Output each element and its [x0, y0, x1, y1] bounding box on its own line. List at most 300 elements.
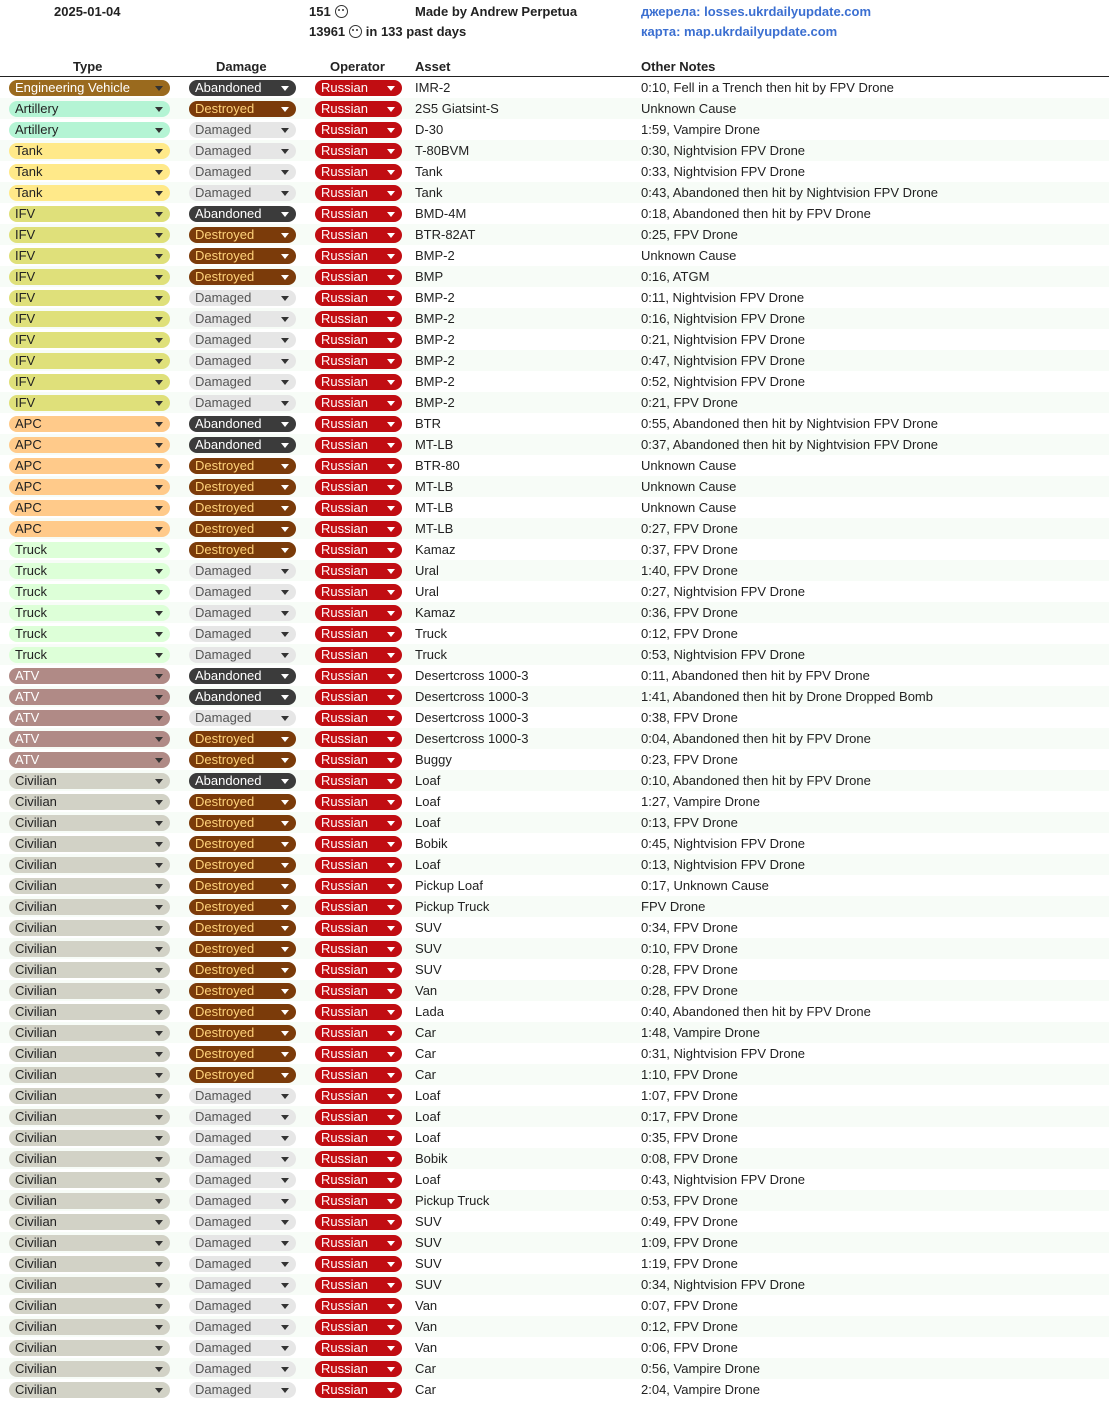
type-dropdown[interactable]: [9, 1277, 170, 1293]
damage-dropdown-label: Damaged: [195, 311, 252, 326]
damage-dropdown[interactable]: [189, 1067, 296, 1083]
operator-dropdown-label: Russian: [321, 584, 368, 599]
damage-dropdown[interactable]: [189, 1319, 296, 1335]
chevron-down-icon: [387, 611, 395, 616]
operator-dropdown[interactable]: [315, 206, 402, 222]
notes-cell: 0:12, FPV Drone: [641, 1319, 738, 1334]
type-dropdown[interactable]: [9, 521, 170, 537]
type-dropdown-label: IFV: [15, 332, 36, 347]
operator-dropdown[interactable]: [315, 227, 402, 243]
type-dropdown[interactable]: [9, 1172, 170, 1188]
type-dropdown-label: Civilian: [15, 941, 57, 956]
operator-dropdown[interactable]: [315, 1340, 402, 1356]
sources-link[interactable]: джерела: losses.ukrdailyupdate.com: [641, 4, 872, 19]
chevron-down-icon: [155, 275, 163, 280]
type-dropdown[interactable]: [9, 941, 170, 957]
operator-dropdown[interactable]: [315, 122, 402, 138]
damage-dropdown[interactable]: [189, 1004, 296, 1020]
damage-dropdown[interactable]: [189, 1088, 296, 1104]
operator-dropdown[interactable]: [315, 1319, 402, 1335]
damage-dropdown[interactable]: [189, 1298, 296, 1314]
damage-dropdown[interactable]: [189, 332, 296, 348]
table-row: [0, 665, 1109, 686]
table-row: [0, 77, 1109, 98]
type-dropdown[interactable]: [9, 185, 170, 201]
operator-dropdown[interactable]: [315, 773, 402, 789]
type-dropdown[interactable]: [9, 815, 170, 831]
chevron-down-icon: [281, 191, 289, 196]
type-dropdown[interactable]: [9, 227, 170, 243]
type-dropdown-label: Civilian: [15, 1361, 57, 1376]
chevron-down-icon: [155, 842, 163, 847]
type-dropdown[interactable]: [9, 773, 170, 789]
damage-dropdown[interactable]: [189, 479, 296, 495]
type-dropdown[interactable]: [9, 1382, 170, 1398]
chevron-down-icon: [387, 1010, 395, 1015]
operator-dropdown-label: Russian: [321, 815, 368, 830]
operator-dropdown[interactable]: [315, 941, 402, 957]
operator-dropdown[interactable]: [315, 353, 402, 369]
damage-dropdown-label: Damaged: [195, 1172, 252, 1187]
damage-dropdown[interactable]: [189, 668, 296, 684]
type-dropdown[interactable]: [9, 584, 170, 600]
type-dropdown[interactable]: [9, 920, 170, 936]
notes-cell: 0:52, Nightvision FPV Drone: [641, 374, 806, 389]
chevron-down-icon: [155, 569, 163, 574]
table-row: [0, 329, 1109, 350]
operator-dropdown[interactable]: [315, 500, 402, 516]
damage-dropdown[interactable]: [189, 1151, 296, 1167]
damage-dropdown[interactable]: [189, 101, 296, 117]
operator-dropdown[interactable]: [315, 143, 402, 159]
type-dropdown-label: APC: [15, 437, 42, 452]
damage-dropdown-label: Damaged: [195, 122, 252, 137]
chevron-down-icon: [387, 569, 395, 574]
type-dropdown[interactable]: [9, 857, 170, 873]
damage-dropdown-label: Damaged: [195, 1298, 252, 1313]
type-dropdown[interactable]: [9, 1256, 170, 1272]
type-dropdown[interactable]: [9, 731, 170, 747]
asset-cell: BMP-2: [415, 248, 455, 263]
operator-dropdown[interactable]: [315, 794, 402, 810]
chevron-down-icon: [387, 107, 395, 112]
operator-dropdown[interactable]: [315, 857, 402, 873]
type-dropdown[interactable]: [9, 542, 170, 558]
damage-dropdown[interactable]: [189, 500, 296, 516]
type-dropdown[interactable]: [9, 794, 170, 810]
damage-dropdown[interactable]: [189, 458, 296, 474]
operator-dropdown[interactable]: [315, 647, 402, 663]
asset-cell: Van: [415, 983, 438, 998]
operator-dropdown[interactable]: [315, 248, 402, 264]
operator-dropdown[interactable]: [315, 332, 402, 348]
operator-dropdown[interactable]: [315, 1067, 402, 1083]
table-row: [0, 1043, 1109, 1064]
type-dropdown[interactable]: [9, 1151, 170, 1167]
type-dropdown[interactable]: [9, 500, 170, 516]
type-dropdown[interactable]: [9, 269, 170, 285]
operator-dropdown[interactable]: [315, 1004, 402, 1020]
operator-dropdown-label: Russian: [321, 710, 368, 725]
notes-cell: 1:09, FPV Drone: [641, 1235, 738, 1250]
chevron-down-icon: [387, 1346, 395, 1351]
table-row: [0, 1337, 1109, 1358]
operator-dropdown[interactable]: [315, 458, 402, 474]
operator-dropdown[interactable]: [315, 1298, 402, 1314]
type-dropdown[interactable]: [9, 332, 170, 348]
operator-dropdown[interactable]: [315, 605, 402, 621]
chevron-down-icon: [281, 422, 289, 427]
map-link[interactable]: карта: map.ukrdailyupdate.com: [641, 24, 838, 39]
asset-cell: Car: [415, 1382, 436, 1397]
damage-dropdown[interactable]: [189, 731, 296, 747]
operator-dropdown[interactable]: [315, 101, 402, 117]
operator-dropdown-label: Russian: [321, 941, 368, 956]
damage-dropdown[interactable]: [189, 185, 296, 201]
damage-dropdown[interactable]: [189, 836, 296, 852]
damage-dropdown[interactable]: [189, 248, 296, 264]
operator-dropdown[interactable]: [315, 1361, 402, 1377]
total-count-value: 13961: [309, 24, 346, 39]
chevron-down-icon: [387, 1241, 395, 1246]
operator-dropdown[interactable]: [315, 521, 402, 537]
damage-dropdown[interactable]: [189, 1130, 296, 1146]
chevron-down-icon: [387, 1199, 395, 1204]
operator-dropdown-label: Russian: [321, 836, 368, 851]
type-dropdown-label: APC: [15, 479, 42, 494]
notes-cell: 0:37, Abandoned then hit by Nightvision FPV Drone: [641, 437, 939, 452]
type-dropdown[interactable]: [9, 206, 170, 222]
damage-dropdown[interactable]: [189, 710, 296, 726]
type-dropdown[interactable]: [9, 1298, 170, 1314]
notes-cell: 0:13, FPV Drone: [641, 815, 738, 830]
asset-cell: Pickup Truck: [415, 899, 490, 914]
type-dropdown[interactable]: [9, 1340, 170, 1356]
chevron-down-icon: [155, 317, 163, 322]
operator-dropdown[interactable]: [315, 689, 402, 705]
type-dropdown[interactable]: [9, 626, 170, 642]
damage-dropdown[interactable]: [189, 353, 296, 369]
type-dropdown[interactable]: [9, 479, 170, 495]
chevron-down-icon: [281, 1283, 289, 1288]
operator-dropdown[interactable]: [315, 1193, 402, 1209]
operator-dropdown-label: Russian: [321, 1340, 368, 1355]
type-dropdown[interactable]: [9, 1130, 170, 1146]
operator-dropdown[interactable]: [315, 1214, 402, 1230]
chevron-down-icon: [387, 926, 395, 931]
chevron-down-icon: [281, 863, 289, 868]
asset-cell: Pickup Truck: [415, 1193, 490, 1208]
operator-dropdown[interactable]: [315, 668, 402, 684]
operator-dropdown[interactable]: [315, 878, 402, 894]
damage-dropdown[interactable]: [189, 416, 296, 432]
operator-dropdown[interactable]: [315, 1151, 402, 1167]
chevron-down-icon: [281, 1094, 289, 1099]
damage-dropdown-label: Damaged: [195, 185, 252, 200]
operator-dropdown[interactable]: [315, 836, 402, 852]
table-row: [0, 224, 1109, 245]
table-row: [0, 98, 1109, 119]
operator-dropdown-label: Russian: [321, 143, 368, 158]
chevron-down-icon: [281, 800, 289, 805]
type-dropdown[interactable]: [9, 1046, 170, 1062]
type-dropdown[interactable]: [9, 605, 170, 621]
damage-dropdown[interactable]: [189, 899, 296, 915]
damage-dropdown[interactable]: [189, 815, 296, 831]
damage-dropdown[interactable]: [189, 1382, 296, 1398]
operator-dropdown[interactable]: [315, 1046, 402, 1062]
damage-dropdown[interactable]: [189, 962, 296, 978]
operator-dropdown[interactable]: [315, 1109, 402, 1125]
operator-dropdown[interactable]: [315, 395, 402, 411]
type-dropdown[interactable]: [9, 437, 170, 453]
chevron-down-icon: [155, 800, 163, 805]
damage-dropdown[interactable]: [189, 1046, 296, 1062]
damage-dropdown[interactable]: [189, 1277, 296, 1293]
type-dropdown[interactable]: [9, 647, 170, 663]
type-dropdown[interactable]: [9, 563, 170, 579]
type-dropdown[interactable]: [9, 458, 170, 474]
operator-dropdown-label: Russian: [321, 290, 368, 305]
damage-dropdown[interactable]: [189, 626, 296, 642]
operator-dropdown[interactable]: [315, 1382, 402, 1398]
type-dropdown[interactable]: [9, 164, 170, 180]
operator-dropdown[interactable]: [315, 1088, 402, 1104]
damage-dropdown[interactable]: [189, 941, 296, 957]
damage-dropdown[interactable]: [189, 1193, 296, 1209]
operator-dropdown[interactable]: [315, 479, 402, 495]
chevron-down-icon: [281, 779, 289, 784]
operator-dropdown-label: Russian: [321, 899, 368, 914]
damage-dropdown[interactable]: [189, 605, 296, 621]
table-row: [0, 1274, 1109, 1295]
damage-dropdown[interactable]: [189, 143, 296, 159]
chevron-down-icon: [387, 905, 395, 910]
operator-dropdown[interactable]: [315, 164, 402, 180]
operator-dropdown[interactable]: [315, 563, 402, 579]
damage-dropdown[interactable]: [189, 290, 296, 306]
chevron-down-icon: [387, 212, 395, 217]
damage-dropdown-label: Damaged: [195, 1277, 252, 1292]
chevron-down-icon: [155, 1283, 163, 1288]
damage-dropdown[interactable]: [189, 1361, 296, 1377]
type-dropdown[interactable]: [9, 1361, 170, 1377]
type-dropdown[interactable]: [9, 248, 170, 264]
operator-dropdown[interactable]: [315, 731, 402, 747]
operator-dropdown[interactable]: [315, 185, 402, 201]
type-dropdown[interactable]: [9, 1193, 170, 1209]
operator-dropdown[interactable]: [315, 1235, 402, 1251]
type-dropdown-label: Civilian: [15, 1214, 57, 1229]
type-dropdown[interactable]: [9, 143, 170, 159]
notes-cell: 0:17, FPV Drone: [641, 1109, 738, 1124]
damage-dropdown[interactable]: [189, 1235, 296, 1251]
operator-dropdown-label: Russian: [321, 500, 368, 515]
operator-dropdown[interactable]: [315, 899, 402, 915]
damage-dropdown[interactable]: [189, 773, 296, 789]
damage-dropdown[interactable]: [189, 1025, 296, 1041]
operator-dropdown[interactable]: [315, 269, 402, 285]
damage-dropdown[interactable]: [189, 227, 296, 243]
damage-dropdown[interactable]: [189, 1172, 296, 1188]
type-dropdown[interactable]: [9, 416, 170, 432]
type-dropdown[interactable]: [9, 1235, 170, 1251]
type-dropdown[interactable]: [9, 689, 170, 705]
type-dropdown[interactable]: [9, 836, 170, 852]
notes-cell: 0:37, FPV Drone: [641, 542, 738, 557]
damage-dropdown-label: Destroyed: [195, 248, 255, 263]
table-row: [0, 413, 1109, 434]
damage-dropdown[interactable]: [189, 1256, 296, 1272]
operator-dropdown-label: Russian: [321, 878, 368, 893]
asset-cell: Van: [415, 1319, 438, 1334]
operator-dropdown-label: Russian: [321, 1067, 368, 1082]
asset-cell: Bobik: [415, 836, 448, 851]
chevron-down-icon: [387, 758, 395, 763]
damage-dropdown[interactable]: [189, 374, 296, 390]
damage-dropdown[interactable]: [189, 311, 296, 327]
damage-dropdown[interactable]: [189, 269, 296, 285]
damage-dropdown-label: Destroyed: [195, 815, 255, 830]
chevron-down-icon: [281, 1241, 289, 1246]
damage-dropdown[interactable]: [189, 584, 296, 600]
operator-dropdown[interactable]: [315, 80, 402, 96]
type-dropdown[interactable]: [9, 1319, 170, 1335]
operator-dropdown[interactable]: [315, 920, 402, 936]
chevron-down-icon: [387, 716, 395, 721]
chevron-down-icon: [387, 506, 395, 511]
operator-dropdown[interactable]: [315, 1256, 402, 1272]
type-dropdown[interactable]: [9, 374, 170, 390]
damage-dropdown-label: Destroyed: [195, 752, 255, 767]
header-asset: Asset: [415, 59, 451, 74]
table-row: [0, 728, 1109, 749]
damage-dropdown-label: Destroyed: [195, 899, 255, 914]
chevron-down-icon: [387, 1052, 395, 1057]
operator-dropdown[interactable]: [315, 290, 402, 306]
operator-dropdown[interactable]: [315, 542, 402, 558]
type-dropdown[interactable]: [9, 1025, 170, 1041]
chevron-down-icon: [387, 1304, 395, 1309]
damage-dropdown[interactable]: [189, 1109, 296, 1125]
type-dropdown[interactable]: [9, 311, 170, 327]
chevron-down-icon: [155, 1115, 163, 1120]
damage-dropdown[interactable]: [189, 437, 296, 453]
notes-cell: 0:13, Nightvision FPV Drone: [641, 857, 806, 872]
chevron-down-icon: [155, 590, 163, 595]
damage-dropdown[interactable]: [189, 164, 296, 180]
damage-dropdown[interactable]: [189, 206, 296, 222]
operator-dropdown[interactable]: [315, 626, 402, 642]
damage-dropdown[interactable]: [189, 542, 296, 558]
operator-dropdown[interactable]: [315, 983, 402, 999]
damage-dropdown[interactable]: [189, 395, 296, 411]
damage-dropdown[interactable]: [189, 647, 296, 663]
operator-dropdown[interactable]: [315, 1130, 402, 1146]
damage-dropdown[interactable]: [189, 878, 296, 894]
type-dropdown[interactable]: [9, 752, 170, 768]
damage-dropdown-label: Damaged: [195, 605, 252, 620]
damage-dropdown[interactable]: [189, 857, 296, 873]
chevron-down-icon: [155, 1388, 163, 1393]
type-dropdown[interactable]: [9, 290, 170, 306]
operator-dropdown[interactable]: [315, 710, 402, 726]
operator-dropdown[interactable]: [315, 584, 402, 600]
operator-dropdown[interactable]: [315, 1025, 402, 1041]
asset-cell: Loaf: [415, 1109, 441, 1124]
damage-dropdown[interactable]: [189, 983, 296, 999]
table-row: [0, 791, 1109, 812]
type-dropdown[interactable]: [9, 395, 170, 411]
type-dropdown[interactable]: [9, 899, 170, 915]
type-dropdown[interactable]: [9, 1067, 170, 1083]
asset-cell: Ural: [415, 584, 439, 599]
damage-dropdown[interactable]: [189, 794, 296, 810]
asset-cell: Truck: [415, 626, 448, 641]
operator-dropdown[interactable]: [315, 752, 402, 768]
damage-dropdown[interactable]: [189, 521, 296, 537]
operator-dropdown[interactable]: [315, 1277, 402, 1293]
operator-dropdown[interactable]: [315, 374, 402, 390]
type-dropdown-label: Civilian: [15, 1004, 57, 1019]
asset-cell: MT-LB: [415, 479, 454, 494]
type-dropdown[interactable]: [9, 1214, 170, 1230]
operator-dropdown[interactable]: [315, 416, 402, 432]
type-dropdown[interactable]: [9, 1109, 170, 1125]
damage-dropdown-label: Damaged: [195, 1214, 252, 1229]
damage-dropdown[interactable]: [189, 920, 296, 936]
notes-cell: 0:04, Abandoned then hit by FPV Drone: [641, 731, 871, 746]
type-dropdown[interactable]: [9, 668, 170, 684]
operator-dropdown[interactable]: [315, 1172, 402, 1188]
type-dropdown[interactable]: [9, 122, 170, 138]
type-dropdown[interactable]: [9, 80, 170, 96]
asset-cell: Loaf: [415, 857, 441, 872]
operator-dropdown[interactable]: [315, 962, 402, 978]
author-credit: Made by Andrew Perpetua: [415, 4, 578, 19]
type-dropdown[interactable]: [9, 101, 170, 117]
asset-cell: Loaf: [415, 794, 441, 809]
chevron-down-icon: [281, 674, 289, 679]
chevron-down-icon: [387, 401, 395, 406]
damage-dropdown[interactable]: [189, 122, 296, 138]
damage-dropdown-label: Damaged: [195, 647, 252, 662]
face-icon: [349, 25, 362, 38]
asset-cell: Bobik: [415, 1151, 448, 1166]
damage-dropdown[interactable]: [189, 689, 296, 705]
operator-dropdown[interactable]: [315, 437, 402, 453]
type-dropdown[interactable]: [9, 710, 170, 726]
type-dropdown[interactable]: [9, 353, 170, 369]
chevron-down-icon: [155, 1262, 163, 1267]
operator-dropdown[interactable]: [315, 815, 402, 831]
damage-dropdown[interactable]: [189, 1214, 296, 1230]
type-dropdown[interactable]: [9, 1088, 170, 1104]
damage-dropdown[interactable]: [189, 752, 296, 768]
type-dropdown[interactable]: [9, 1004, 170, 1020]
damage-dropdown[interactable]: [189, 80, 296, 96]
operator-dropdown-label: Russian: [321, 122, 368, 137]
operator-dropdown[interactable]: [315, 311, 402, 327]
damage-dropdown[interactable]: [189, 563, 296, 579]
chevron-down-icon: [387, 695, 395, 700]
type-dropdown-label: ATV: [15, 668, 40, 683]
type-dropdown[interactable]: [9, 962, 170, 978]
type-dropdown[interactable]: [9, 878, 170, 894]
damage-dropdown[interactable]: [189, 1340, 296, 1356]
type-dropdown[interactable]: [9, 983, 170, 999]
operator-dropdown-label: Russian: [321, 794, 368, 809]
